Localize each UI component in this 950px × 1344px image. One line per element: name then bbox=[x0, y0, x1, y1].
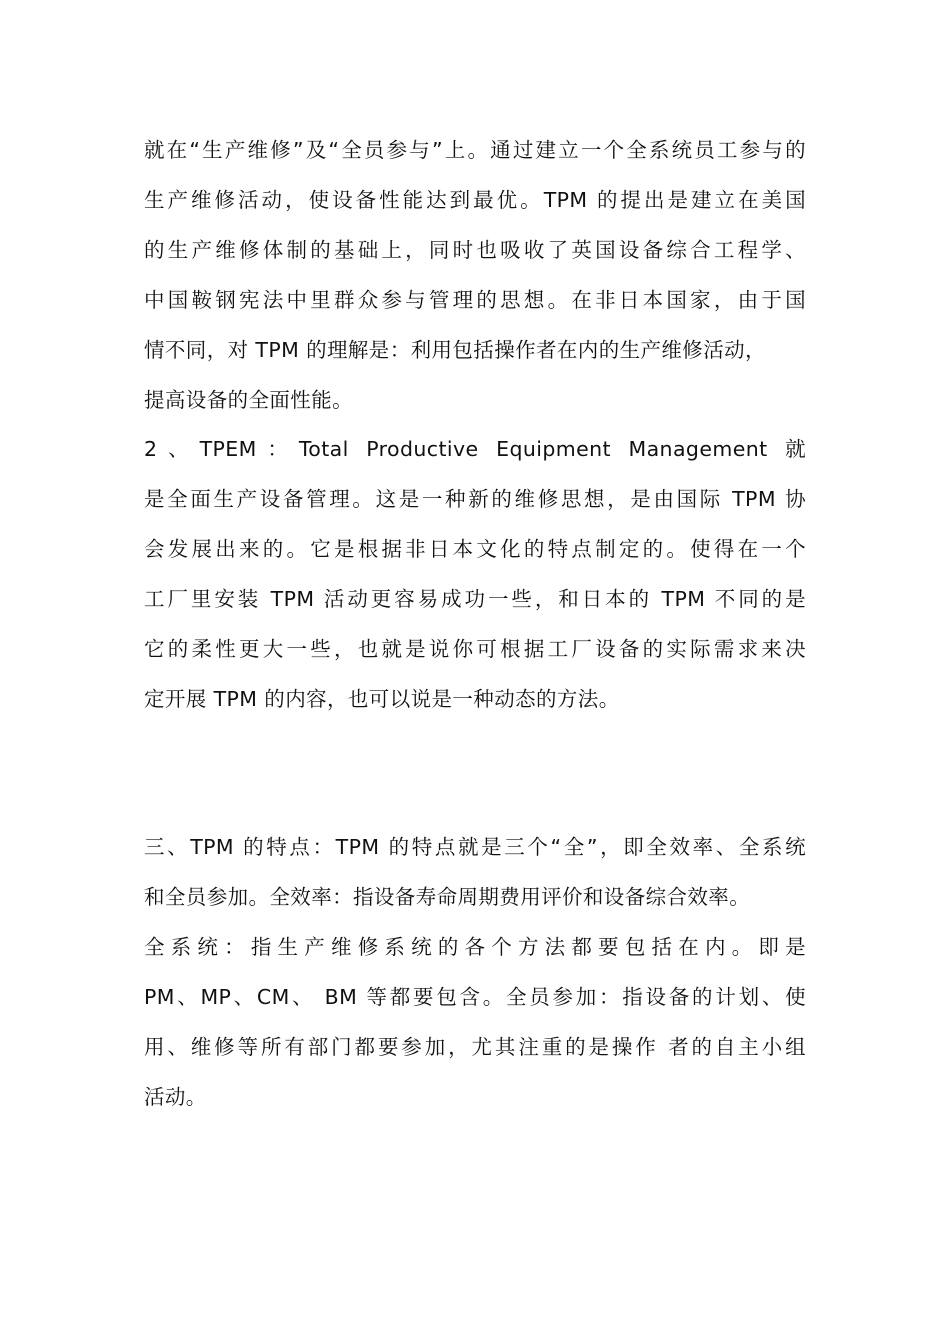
text-line: 和全员参加。全效率：指设备寿命周期费用评价和设备综合效率。 bbox=[144, 885, 751, 909]
text-line: 情不同，对 TPM 的理解是：利用包括操作者在内的生产维修活动， bbox=[144, 338, 766, 362]
text-line: 是全面生产设备管理。这是一种新的维修思想，是由国际 TPM 协 bbox=[144, 487, 806, 511]
text-line: 工厂里安装 TPM 活动更容易成功一些，和日本的 TPM 不同的是 bbox=[144, 587, 806, 611]
text-line: 会发展出来的。它是根据非日本文化的特点制定的。使得在一个 bbox=[144, 537, 806, 561]
text-line: 三、TPM 的特点：TPM 的特点就是三个“全”，即全效率、全系统 bbox=[144, 835, 806, 859]
text-line: PM、MP、CM、 BM 等都要包含。全员参加：指设备的计划、使 bbox=[144, 985, 806, 1009]
text-line: 用、维修等所有部门都要参加，尤其注重的是操作 者的自主小组 bbox=[144, 1035, 806, 1059]
text-line: 中国鞍钢宪法中里群众参与管理的思想。在非日本国家，由于国 bbox=[144, 288, 806, 312]
text-line: 全系统：指生产维修系统的各个方法都要包括在内。即是 bbox=[144, 935, 806, 959]
text-line: 生产维修活动，使设备性能达到最优。TPM 的提出是建立在美国 bbox=[144, 188, 806, 212]
text-line: 就在“生产维修”及“全员参与”上。通过建立一个全系统员工参与的 bbox=[144, 138, 806, 162]
text-line: 它的柔性更大一些，也就是说你可根据工厂设备的实际需求来决 bbox=[144, 637, 806, 661]
text-line: 2、TPEM：Total Productive Equipment Management 就 bbox=[144, 437, 806, 461]
text-line: 提高设备的全面性能。 bbox=[144, 388, 353, 412]
text-line: 活动。 bbox=[144, 1085, 207, 1109]
text-line: 的生产维修体制的基础上，同时也吸收了英国设备综合工程学、 bbox=[144, 238, 806, 262]
text-line: 定开展 TPM 的内容，也可以说是一种动态的方法。 bbox=[144, 687, 620, 711]
